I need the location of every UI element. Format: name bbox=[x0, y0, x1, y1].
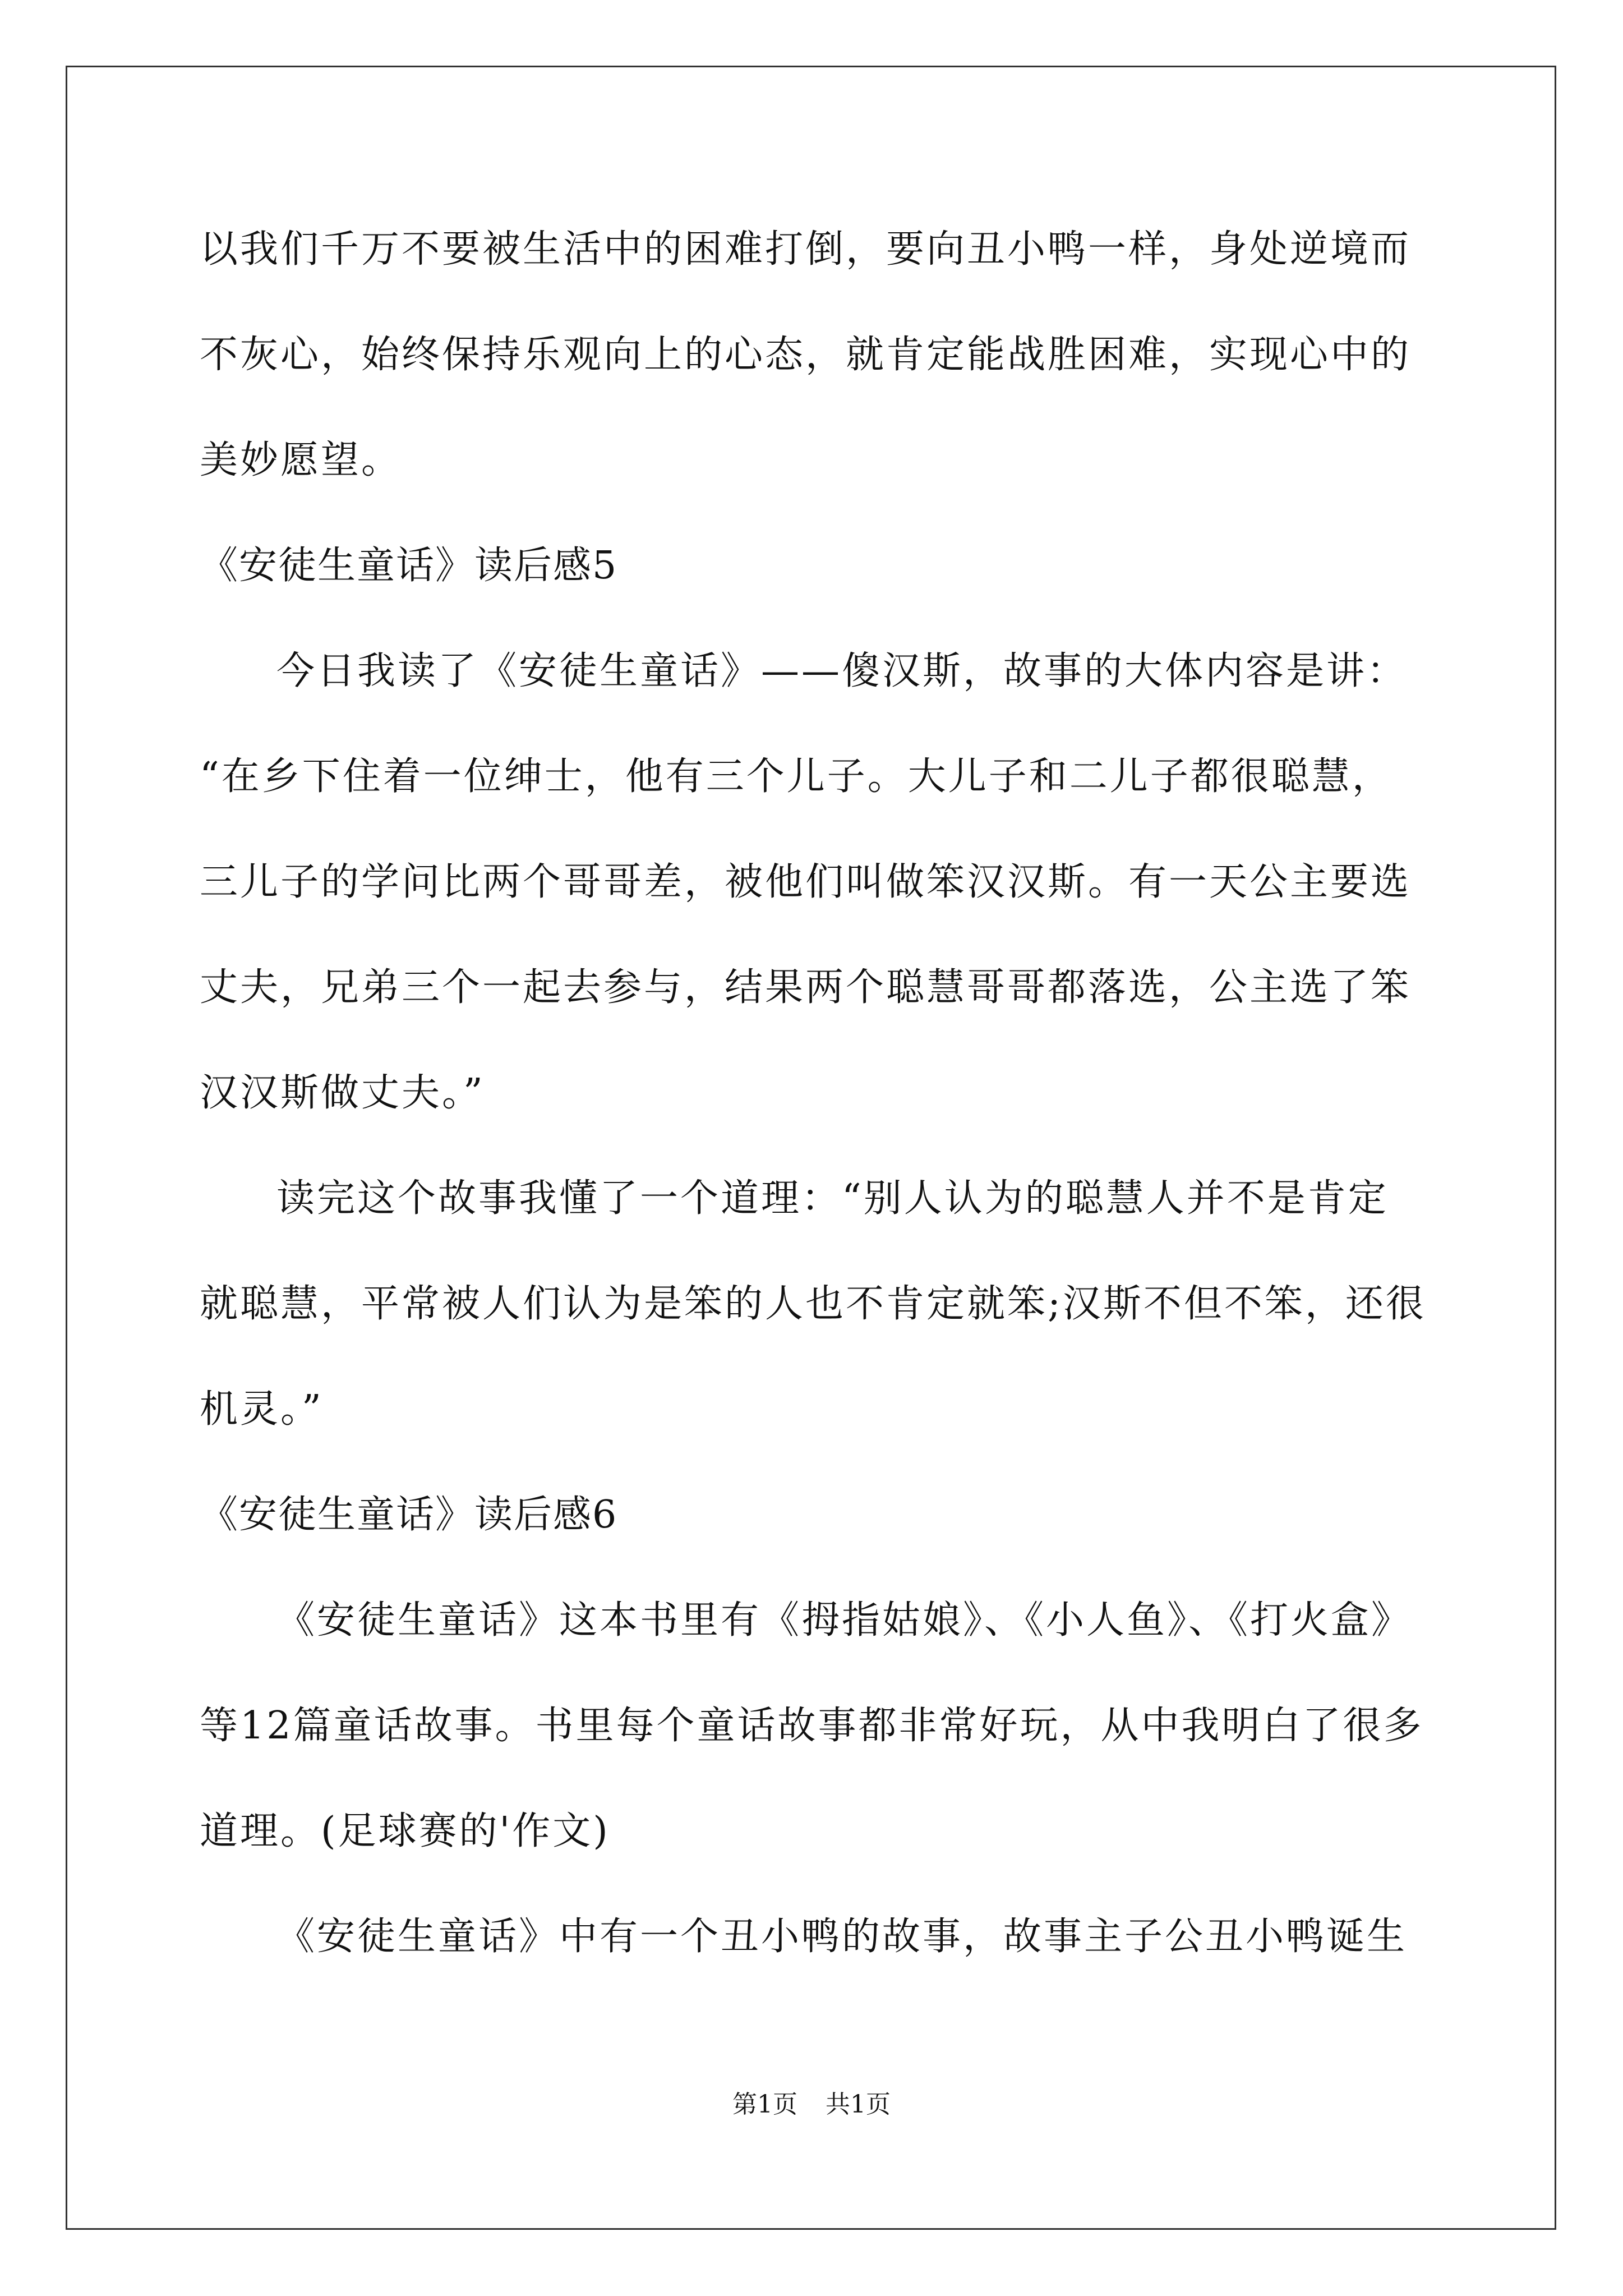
paragraph-first-line: 读完这个故事我懂了一个道理：“别人认为的聪慧人并不是肯定 bbox=[276, 1176, 1389, 1221]
text-line: 不灰心，始终保持乐观向上的心态，就肯定能战胜困难，实现心中的 bbox=[200, 333, 1412, 377]
text-line: 道理。(足球赛的'作文) bbox=[200, 1809, 610, 1853]
text-line: “在乡下住着一位绅士，他有三个儿子。大儿子和二儿子都很聪慧， bbox=[200, 754, 1393, 799]
paragraph-first-line: 《安徒生童话》中有一个丑小鸭的故事，故事主子公丑小鸭诞生 bbox=[276, 1915, 1408, 1959]
page-number-current: 第1页 bbox=[732, 2090, 797, 2119]
paragraph-first-line: 《安徒生童话》这本书里有《拇指姑娘》、《小人鱼》、《打火盒》 bbox=[276, 1598, 1412, 1642]
text-line: 等12篇童话故事。书里每个童话故事都非常好玩，从中我明白了很多 bbox=[200, 1704, 1424, 1748]
section-heading: 《安徒生童话》读后感5 bbox=[200, 544, 618, 588]
text-line: 美妙愿望。 bbox=[200, 438, 402, 482]
page-footer bbox=[0, 2088, 1623, 2122]
section-heading: 《安徒生童话》读后感6 bbox=[200, 1493, 618, 1537]
document-body bbox=[200, 210, 1433, 2003]
text-line: 就聪慧，平常被人们认为是笨的人也不肯定就笨;汉斯不但不笨，还很 bbox=[200, 1282, 1426, 1326]
text-line: 丈夫，兄弟三个一起去参与，结果两个聪慧哥哥都落选，公主选了笨 bbox=[200, 965, 1412, 1010]
text-line: 机灵。” bbox=[200, 1387, 324, 1432]
paragraph-first-line: 今日我读了《安徒生童话》——傻汉斯，故事的大体内容是讲： bbox=[276, 649, 1408, 693]
text-line: 以我们千万不要被生活中的困难打倒，要向丑小鸭一样，身处逆境而 bbox=[200, 227, 1412, 272]
page-number-total: 共1页 bbox=[826, 2090, 891, 2119]
text-line: 三儿子的学问比两个哥哥差，被他们叫做笨汉汉斯。有一天公主要选 bbox=[200, 860, 1412, 904]
text-line: 汉汉斯做丈夫。” bbox=[200, 1071, 485, 1115]
